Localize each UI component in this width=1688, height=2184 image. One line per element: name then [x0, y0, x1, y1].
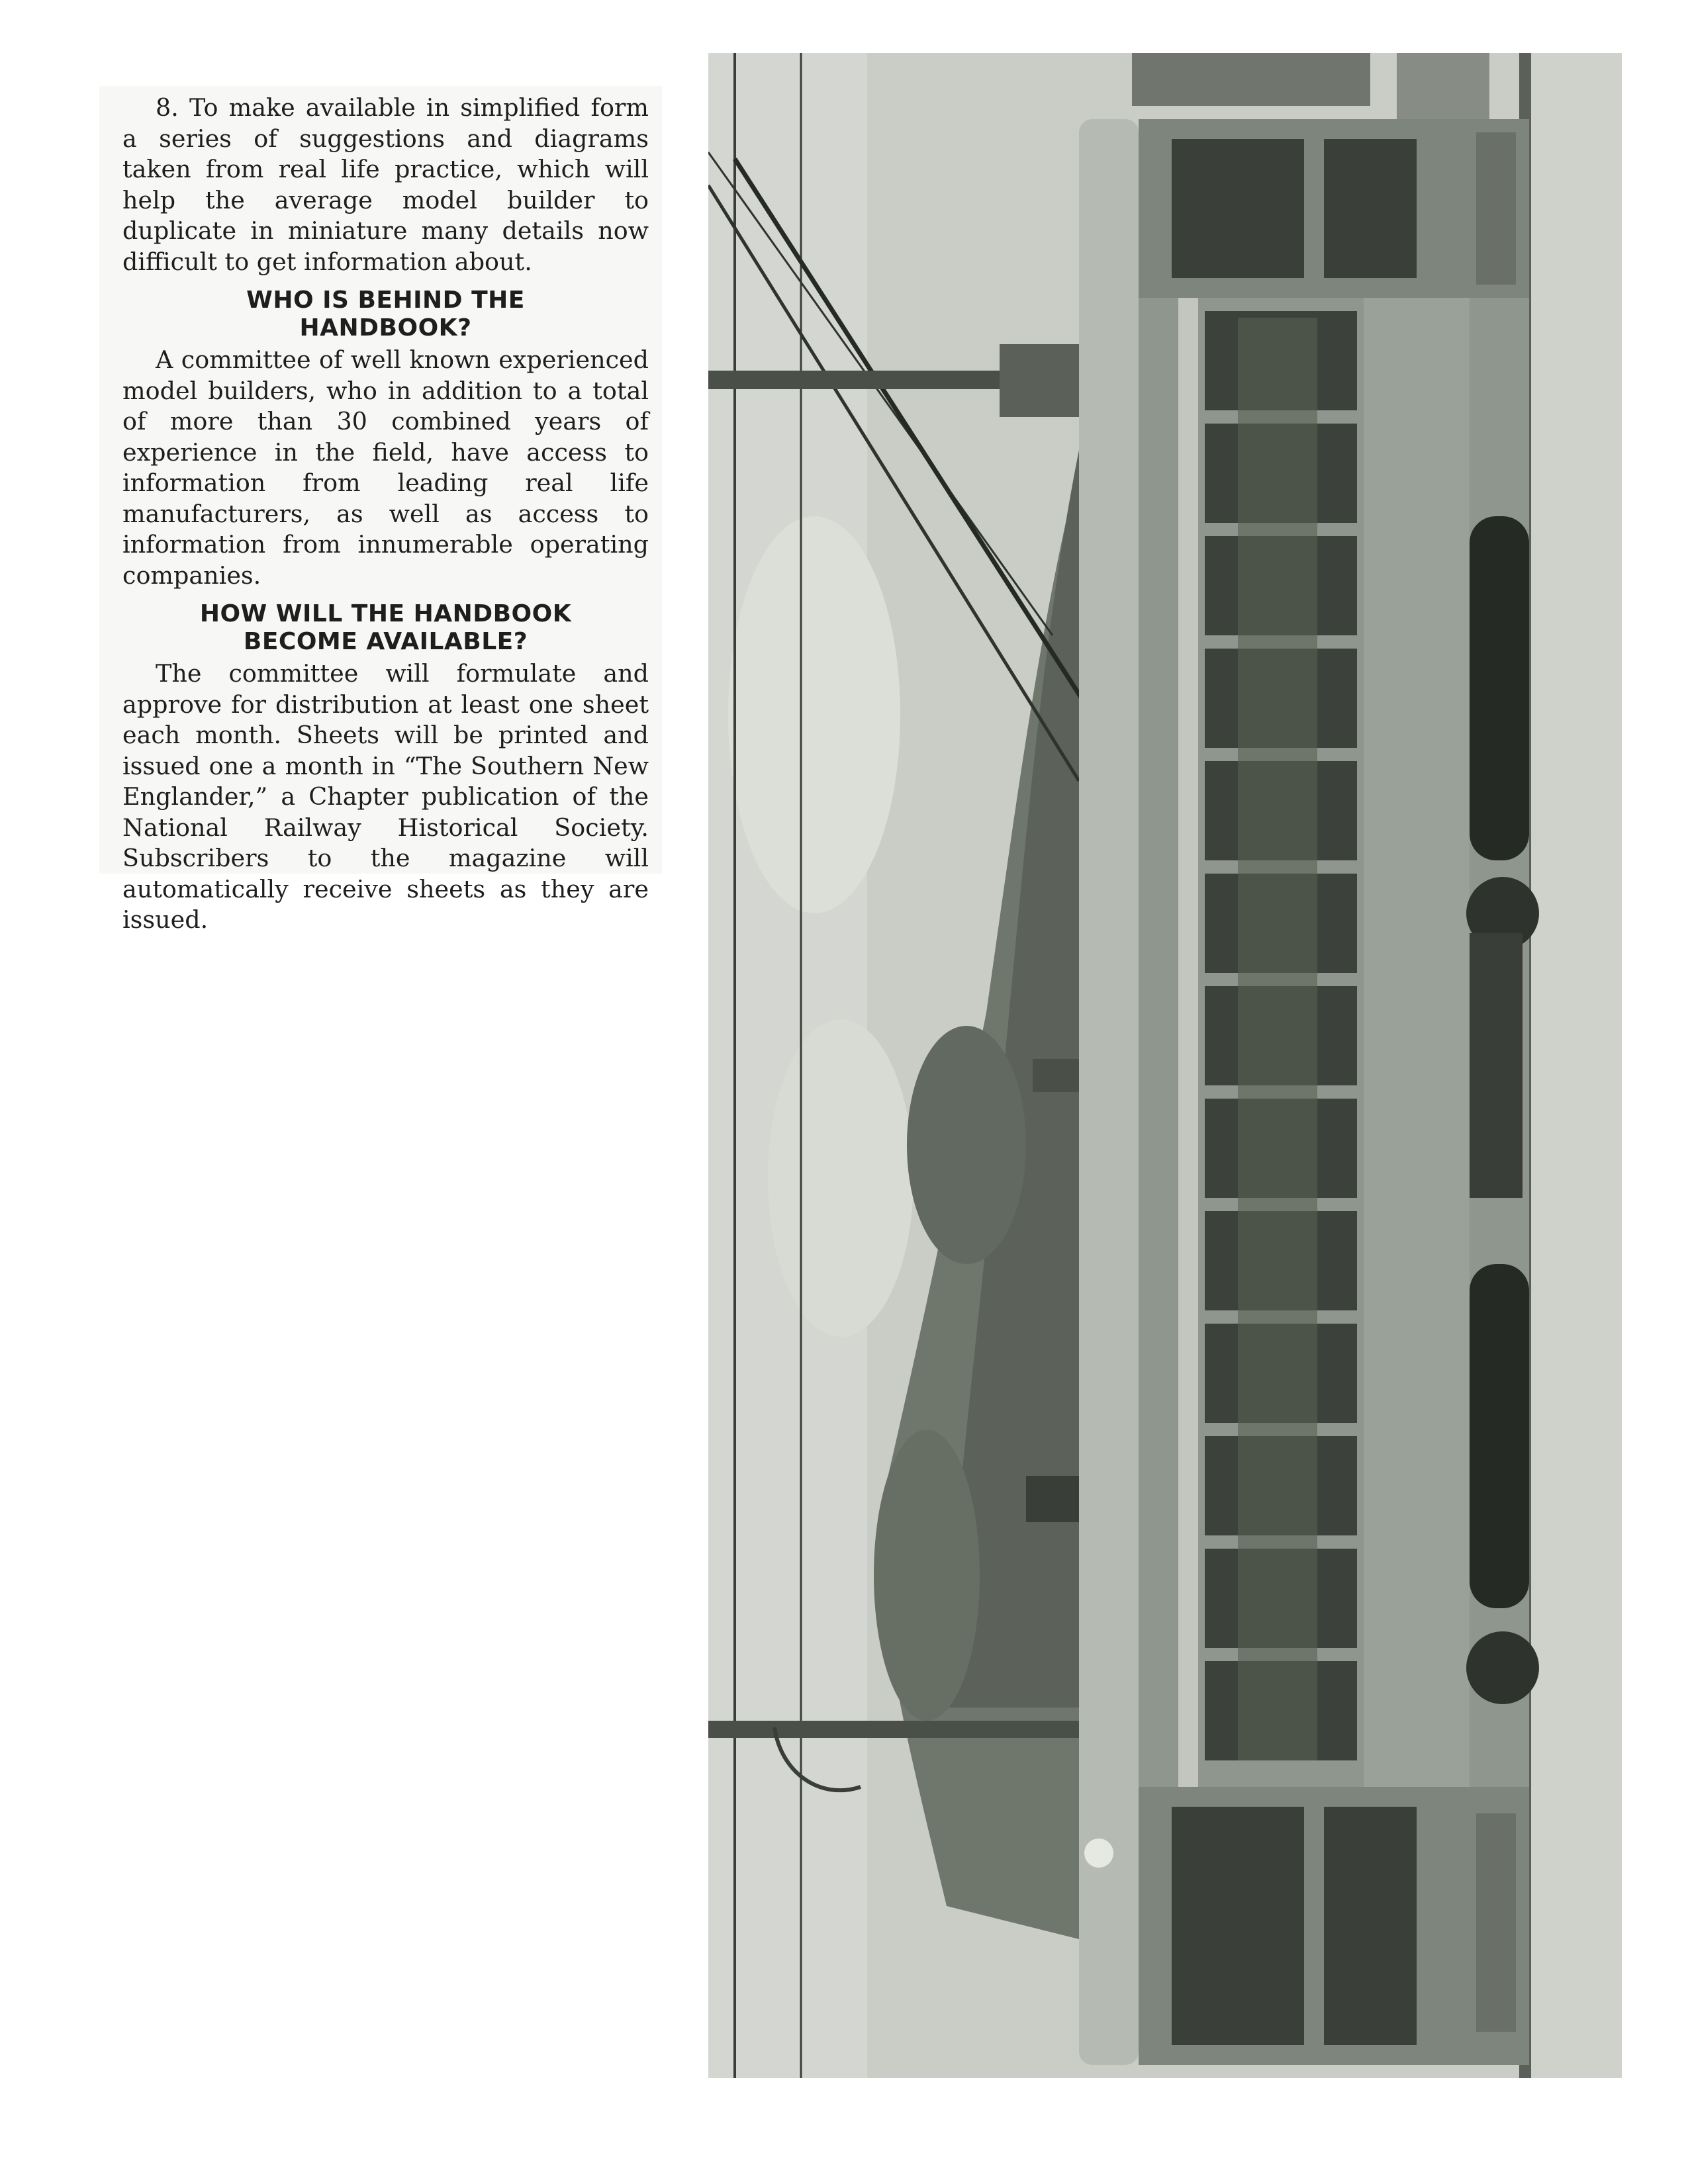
- heading-who-is-behind: [122, 287, 649, 342]
- car-step: [1476, 1813, 1516, 2032]
- tree-clump: [874, 1430, 980, 1721]
- heading-line: HANDBOOK?: [299, 314, 472, 341]
- car-step: [1476, 132, 1516, 285]
- window-screens: [1238, 318, 1317, 1760]
- vestibule-window: [1324, 139, 1417, 278]
- roof-equipment: [1026, 1476, 1079, 1522]
- car-letterboard: [1178, 298, 1198, 1919]
- truck: [1470, 516, 1529, 860]
- cloud: [728, 516, 900, 913]
- cloud: [768, 1019, 914, 1337]
- heading-line: WHO IS BEHIND THE: [246, 287, 525, 314]
- vestibule-window: [1324, 1807, 1417, 2045]
- motor-gear: [1470, 933, 1523, 1198]
- ground: [1529, 53, 1622, 2078]
- vestibule-window: [1172, 139, 1304, 278]
- paragraph-committee: A committee of well known experienced model builders, who in addition to a total of more than 30 combined years of experience in the field, have access to information from leading real life manufacturers, as well as access to information from innumerable operating companies.: [122, 345, 649, 590]
- building: [1132, 53, 1370, 106]
- car-side-panel: [1364, 298, 1470, 1919]
- utility-pole: [708, 1721, 1079, 1738]
- trolley-photo: [708, 53, 1622, 2078]
- heading-line: HOW WILL THE HANDBOOK: [199, 600, 572, 627]
- pole-crossarm: [1000, 344, 1086, 417]
- article-text: [99, 86, 662, 934]
- headlight: [1084, 1839, 1113, 1868]
- heading-line: BECOME AVAILABLE?: [243, 628, 528, 655]
- vestibule-window: [1172, 1807, 1304, 2045]
- paragraph-8: 8. To make available in simplified form a series of suggestions and diagrams taken from real life practice, which will help the average model builder to duplicate in miniature many details now difficult to get information about.: [122, 93, 649, 276]
- truck: [1470, 1264, 1529, 1608]
- heading-how-available: [122, 600, 649, 656]
- tree-clump: [907, 1026, 1026, 1264]
- paragraph-distribution: The committee will formulate and approve for distribution at least one sheet each month. Sheets will be printed and issued one a month in “The Southern New Englander,” a Chapter publication of the National Railway Historical Society. Subscribers to the magazine will automatically receive sheets as they are issued.: [122, 659, 649, 934]
- car-roof: [1079, 119, 1139, 2065]
- roof-equipment: [1033, 1059, 1079, 1092]
- wheel: [1466, 1631, 1539, 1704]
